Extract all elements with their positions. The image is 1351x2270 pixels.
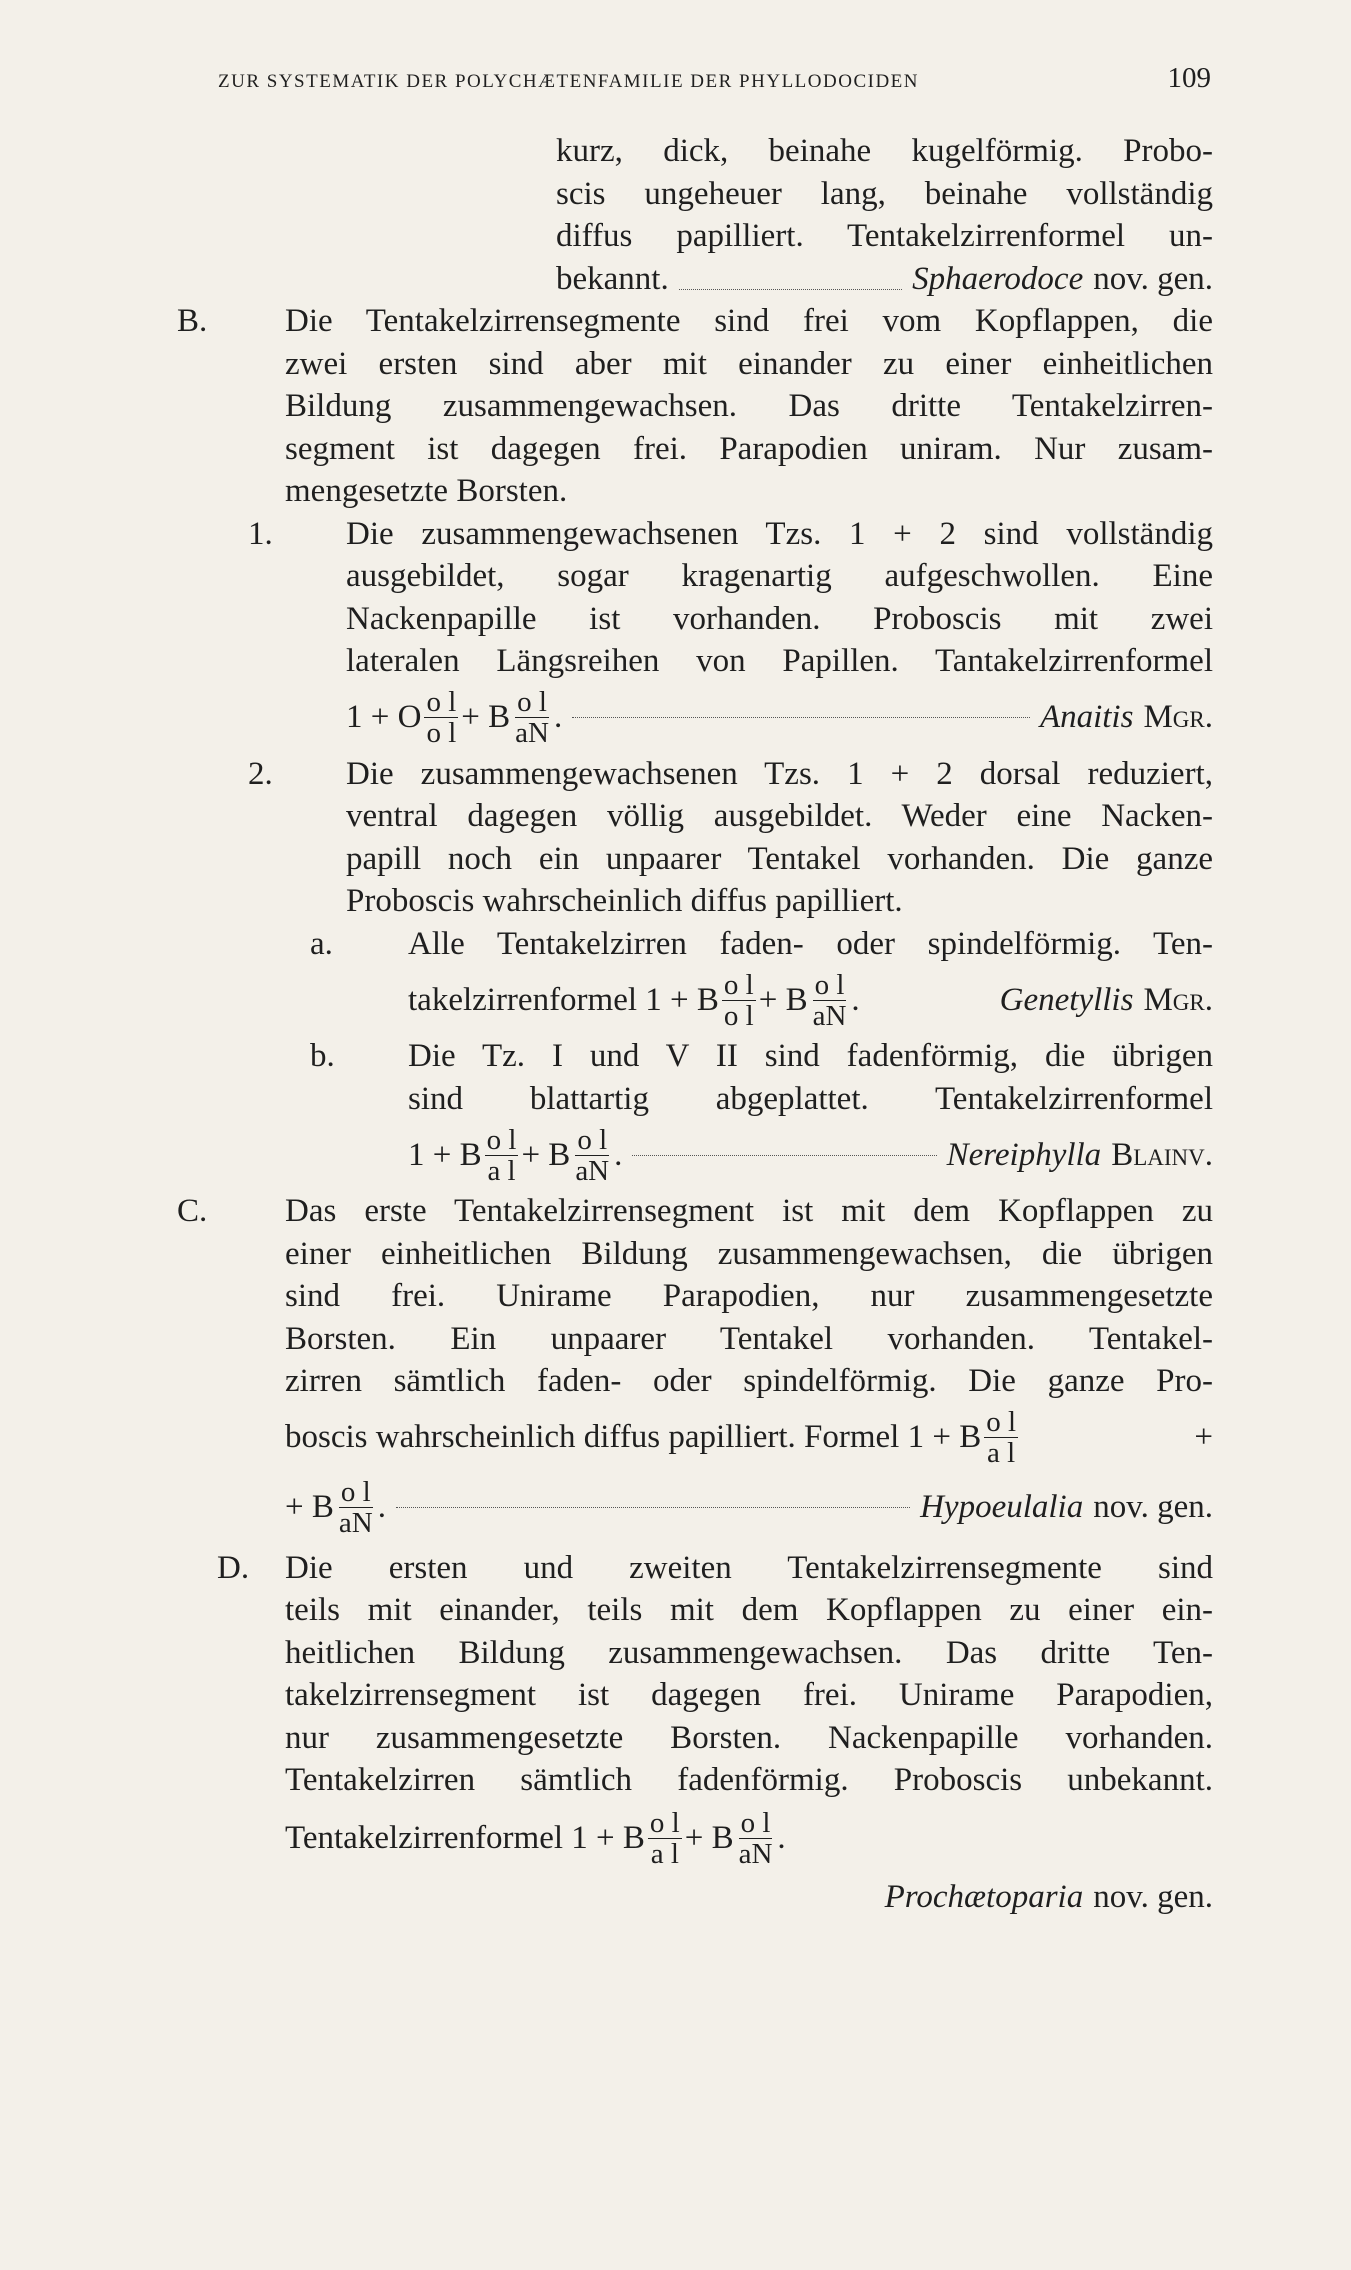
page-number: 109 (1167, 62, 1211, 94)
text-line: kurz, dick, beinahe kugelförmig. Probo- (556, 133, 1213, 169)
fraction-numerator: o l (740, 1807, 771, 1839)
formula-text: . (851, 981, 860, 1018)
section-label: B. (177, 303, 208, 339)
formula-text: + B (285, 1489, 334, 1526)
formula-fraction (648, 1808, 682, 1869)
fraction-numerator: o l (986, 1406, 1017, 1438)
genus-author: nov. gen. (1093, 260, 1213, 297)
formula-text: + B (758, 981, 808, 1018)
leader-dots (396, 1507, 910, 1508)
key-entry-line (408, 965, 1213, 1035)
fraction-denominator: aN (738, 1838, 773, 1870)
section-c (177, 1190, 1213, 1543)
leader-dots (632, 1155, 936, 1156)
running-title: ZUR SYSTEMATIK DER POLYCHÆTENFAMILIE DER PHYLLODOCIDEN (218, 71, 919, 92)
genus-author: Blainv. (1111, 1136, 1213, 1173)
text-line: nur zusammengesetzte Borsten. Nackenpapille vorhanden. (285, 1719, 1213, 1756)
section-label: 1. (248, 515, 273, 552)
genus-author: Mgr. (1143, 981, 1213, 1018)
text-line: ventral dagegen völlig ausgebildet. Weder eine Nacken- (346, 798, 1213, 834)
text-line: Bildung zusammengewachsen. Das dritte Tentakelzirren- (285, 388, 1213, 424)
section-label: D. (217, 1549, 250, 1586)
text-line: Die Tentakelzirrensegmente sind frei vom Kopflappen, die (285, 303, 1213, 339)
genus-name: Hypoeulalia (920, 1489, 1084, 1526)
genus-name: Genetyllis (999, 981, 1134, 1018)
fraction-denominator: aN (812, 999, 847, 1032)
section-label: 2. (248, 755, 273, 792)
formula-fraction (722, 970, 756, 1031)
formula-text: + B (684, 1820, 734, 1857)
section-label: C. (177, 1193, 208, 1229)
section-b1 (248, 513, 1213, 753)
fraction-numerator: o l (649, 1807, 680, 1839)
fraction-denominator: aN (338, 1507, 373, 1539)
text-line: Nackenpapille ist vorhanden. Proboscis mit zwei (346, 600, 1213, 637)
key-entry-line (408, 1120, 1213, 1190)
text-line: zirren sämtlich faden- oder spindelförmig. Die ganze Pro- (285, 1363, 1213, 1399)
fraction-denominator: aN (575, 1154, 610, 1187)
page-header (218, 62, 1211, 95)
section-b2b (310, 1035, 1213, 1190)
text-line: bekannt. (556, 260, 669, 297)
text-line: Alle Tentakelzirren faden- oder spindelförmig. Ten- (408, 925, 1213, 962)
formula-line (285, 1403, 1213, 1473)
text-line: ausgebildet, sogar kragenartig aufgeschwollen. Eine (346, 558, 1213, 594)
text-line: mengesetzte Borsten. (285, 473, 568, 509)
key-entry-line (556, 258, 1213, 301)
text-line: Tentakelzirren sämtlich fadenförmig. Proboscis unbekannt. (285, 1762, 1213, 1798)
key-entry-line (285, 1876, 1213, 1919)
formula-fraction (513, 687, 551, 748)
formula-text: + (1194, 1419, 1213, 1456)
genus-author: Mgr. (1143, 699, 1213, 736)
genus-name: Sphaerodoce (912, 260, 1084, 297)
key-entry-line (346, 683, 1213, 753)
text-line: zwei ersten sind aber mit einander zu einer einheitlichen (285, 345, 1213, 382)
formula-fraction (984, 1407, 1018, 1468)
fraction-denominator: o l (426, 717, 457, 749)
text-line: segment ist dagegen frei. Parapodien uniram. Nur zusam- (285, 430, 1213, 467)
text-line: sind frei. Unirame Parapodien, nur zusammengesetzte (285, 1278, 1213, 1314)
formula-text: takelzirrenformel 1 + B (408, 981, 719, 1018)
section-label: a. (310, 925, 333, 962)
formula-text: 1 + B (408, 1136, 482, 1173)
section-b2a (310, 923, 1213, 1036)
text-line: papill noch ein unpaarer Tentakel vorhanden. Die ganze (346, 840, 1213, 877)
text-line: Die zusammengewachsenen Tzs. 1 + 2 sind vollständig (346, 515, 1213, 552)
fraction-numerator: o l (814, 968, 845, 1001)
formula-fraction (811, 970, 849, 1031)
genus-name: Prochætoparia (884, 1878, 1084, 1915)
text-line: takelzirrensegment ist dagegen frei. Unirame Parapodien, (285, 1677, 1213, 1713)
leader-dots (679, 289, 902, 290)
fraction-denominator: a l (650, 1838, 679, 1870)
text-line: heitlichen Bildung zusammengewachsen. Das dritte Ten- (285, 1634, 1213, 1671)
fraction-numerator: o l (426, 686, 457, 718)
text-line: Borsten. Ein unpaarer Tentakel vorhanden. Tentakel- (285, 1320, 1213, 1357)
fraction-numerator: o l (340, 1476, 371, 1508)
formula-text: . (777, 1820, 786, 1857)
formula-text: . (614, 1136, 623, 1173)
formula-fraction (337, 1477, 375, 1538)
fraction-numerator: o l (517, 686, 547, 718)
section-b (177, 300, 1213, 513)
key-entry-line (285, 1473, 1213, 1543)
text-line: teils mit einander, teils mit dem Kopflappen zu einer ein- (285, 1592, 1213, 1628)
fraction-denominator: a l (987, 1437, 1016, 1469)
section-label: b. (310, 1038, 335, 1074)
formula-fraction (737, 1808, 775, 1869)
formula-text: Tentakelzirrenformel 1 + B (285, 1820, 645, 1857)
text-line: Die zusammengewachsenen Tzs. 1 + 2 dorsal reduziert, (346, 755, 1213, 792)
text-line: Die ersten und zweiten Tentakelzirrensegmente sind (285, 1549, 1213, 1586)
formula-text: . (553, 699, 563, 736)
formula-fraction (485, 1125, 519, 1186)
formula-text: boscis wahrscheinlich diffus papilliert. Formel 1 + B (285, 1419, 982, 1456)
formula-fraction (424, 687, 458, 748)
section-b2 (248, 753, 1213, 923)
leader-dots (572, 717, 1030, 718)
text-line: lateralen Längsreihen von Papillen. Tantakelzirrenformel (346, 643, 1213, 679)
genus-name: Nereiphylla (946, 1136, 1102, 1173)
fraction-denominator: aN (515, 717, 549, 749)
formula-text: + B (521, 1136, 571, 1173)
text-line: Proboscis wahrscheinlich diffus papilliert. (346, 883, 903, 919)
fraction-numerator: o l (486, 1123, 517, 1156)
text-line: sind blattartig abgeplattet. Tentakelzirrenformel (408, 1080, 1213, 1117)
fraction-denominator: a l (487, 1154, 516, 1187)
text-line: Die Tz. I und V II sind fadenförmig, die übrigen (408, 1038, 1213, 1074)
section-d (217, 1547, 1213, 1919)
text-line: einer einheitlichen Bildung zusammengewachsen, die übrigen (285, 1235, 1213, 1272)
text-line: diffus papilliert. Tentakelzirrenformel un- (556, 218, 1213, 254)
fraction-numerator: o l (723, 968, 754, 1001)
fraction-numerator: o l (577, 1123, 608, 1156)
genus-name: Anaitis (1039, 699, 1134, 736)
formula-text: . (377, 1489, 386, 1526)
genus-author: nov. gen. (1093, 1489, 1213, 1526)
text-line: scis ungeheuer lang, beinahe vollständig (556, 175, 1213, 212)
sphaerodoce-entry (556, 130, 1213, 300)
formula-fraction (573, 1125, 611, 1186)
fraction-denominator: o l (723, 999, 754, 1032)
formula-line (285, 1802, 1213, 1876)
formula-text: 1 + O (346, 699, 422, 736)
page-body (0, 130, 1351, 1918)
genus-author: nov. gen. (1093, 1878, 1213, 1915)
formula-text: + B (461, 699, 511, 736)
text-line: Das erste Tentakelzirrensegment ist mit dem Kopflappen zu (285, 1193, 1213, 1229)
